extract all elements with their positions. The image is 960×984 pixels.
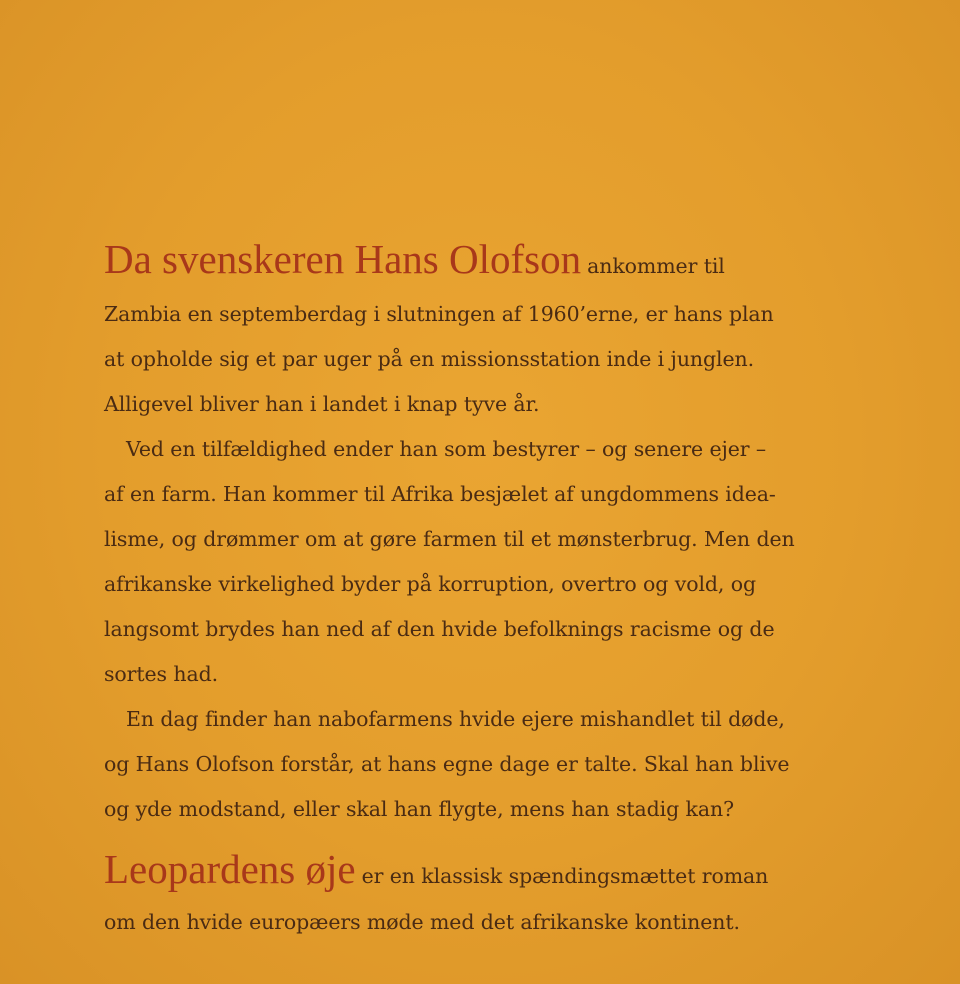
paragraph-2-line-4: afrikanske virkelighed byder på korruption, overtro og vold, og — [104, 572, 757, 596]
paragraph-2-line-1: Ved en tilfældighed ender han som bestyrer – og senere ejer – — [126, 437, 767, 461]
paragraph-1-line-1-rest: ankommer til — [587, 254, 725, 278]
paragraph-4 — [104, 838, 894, 945]
paragraph-4-line-1-rest: er en klassisk spændingsmættet roman — [361, 864, 769, 888]
paragraph-4-line-1 — [104, 838, 894, 900]
paragraph-4-line-2: om den hvide europæers møde med det afrikanske kontinent. — [104, 910, 740, 934]
paragraph-1-line-3: at opholde sig et par uger på en missionsstation inde i junglen. — [104, 347, 755, 371]
paragraph-3 — [104, 697, 894, 832]
paragraph-2-line-5: langsomt brydes han ned af den hvide befolknings racisme og de — [104, 617, 775, 641]
paragraph-1-line-4: Alligevel bliver han i landet i knap tyve år. — [104, 392, 540, 416]
blurb-text — [104, 226, 894, 945]
paragraph-2-line-6: sortes had. — [104, 662, 219, 686]
paragraph-3-line-3: og yde modstand, eller skal han flygte, mens han stadig kan? — [104, 797, 734, 821]
paragraph-1-line-2: Zambia en septemberdag i slutningen af 1960’erne, er hans plan — [104, 302, 774, 326]
paragraph-2 — [104, 427, 894, 697]
paragraph-2-line-2: af en farm. Han kommer til Afrika besjælet af ungdommens idea- — [104, 482, 776, 506]
paragraph-2-line-3: lisme, og drømmer om at gøre farmen til et mønsterbrug. Men den — [104, 527, 795, 551]
paragraph-1-line-1 — [104, 226, 894, 292]
lead-phrase-book-title: Leopardens øje — [104, 846, 356, 892]
lead-phrase-hans-olofson: Da svenskeren Hans Olofson — [104, 236, 582, 282]
paragraph-1 — [104, 226, 894, 427]
paragraph-3-line-1: En dag finder han nabofarmens hvide ejere mishandlet til døde, — [126, 707, 785, 731]
paragraph-3-line-2: og Hans Olofson forstår, at hans egne dage er talte. Skal han blive — [104, 752, 790, 776]
